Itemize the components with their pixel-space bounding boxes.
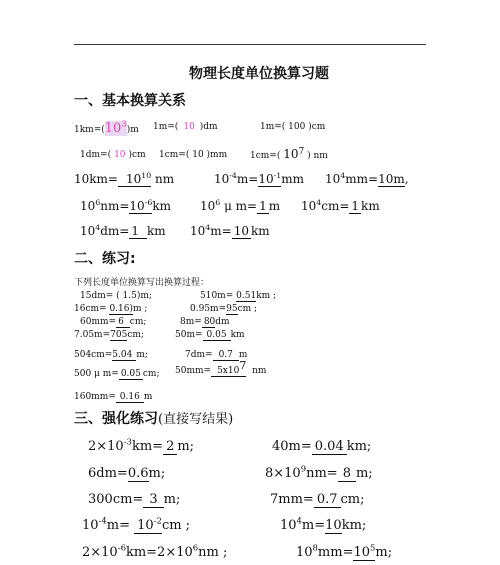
section3-heading: 三、强化练习(直接写结果)	[74, 411, 234, 427]
s1-row1-b: 1m=( 10 )dm	[153, 122, 218, 132]
s2-item-2a: 16cm= 0.16)m ;	[74, 304, 148, 314]
s1-row1-a: $1km=(10^3)m$	[74, 118, 139, 136]
s3-item-5a: $2\times 10^{-6}km=2\times 10^6nm$ ;	[82, 542, 228, 560]
s3-item-4b: $10^4m=10km$;	[280, 515, 367, 533]
s1-row4-c: $10^4cm= 1$ km	[301, 198, 380, 213]
s2-item-2b: 0.95m=95cm ;	[190, 304, 258, 314]
s2-item-3b: 8m= 80dm	[180, 317, 230, 327]
s2-intro: 下列长度单位换算写出换算过程：	[74, 278, 210, 288]
s1-row5-b: $10^4m= 10$ km	[190, 223, 270, 238]
page-title: 物理长度单位换算习题	[189, 66, 329, 82]
s1-row5-a: $10^4dm= 1$ km	[80, 223, 166, 238]
s2-item-5a: 504cm=5.04 m;	[74, 350, 148, 360]
s1-row2-a: 1dm=( 10 )cm	[80, 150, 146, 160]
s2-item-4a: 7.05m=705cm;	[74, 330, 144, 340]
s2-item-3a: 60mm= 6 cm;	[80, 317, 147, 327]
s1-row4-a: $10^6nm=10^{-6}km$	[80, 198, 171, 213]
s1-row3-b: $10^{-4}m=10^{-1}mm$	[214, 171, 304, 186]
s3-item-3b: 7mm= 0.7 cm;	[270, 492, 365, 507]
s1-row4-b: $10^6$ μ m= 1 m	[200, 198, 281, 213]
top-rule	[74, 44, 426, 45]
section2-heading: 二、练习:	[74, 251, 136, 267]
s3-item-2b: $8\times 10^9nm= 8$ m;	[265, 463, 373, 481]
s2-item-1b: 510m= 0.51km ;	[200, 291, 277, 301]
s3-item-4a: $10^{-4}m= 10^{-2}cm$ ;	[82, 515, 191, 533]
section1-heading: 一、基本换算关系	[74, 93, 186, 109]
s3-item-2a: 6dm=0.6m;	[88, 466, 166, 481]
s2-item-7a: 160mm= 0.16 m	[74, 392, 153, 402]
s1-row2-b: 1cm=( 10 )mm	[159, 150, 228, 160]
s3-item-3a: 300cm= 3 m;	[88, 492, 181, 507]
s1-row3-a: $10km= 10^{10}$ nm	[74, 171, 175, 186]
s2-item-1a: 15dm= ( 1.5)m;	[80, 291, 152, 301]
s2-item-5b: 7dm= 0.7 m	[185, 350, 248, 360]
s3-item-1a: $2\times 10^{-3}km= 2$ m;	[88, 436, 195, 454]
s2-item-4b: 50m= 0.05 km	[175, 330, 245, 340]
s3-item-5b: $10^8mm=10^5m$;	[296, 542, 393, 560]
s2-item-6a: 500 μ m= 0.05 cm;	[74, 369, 160, 379]
s2-item-6b: $50mm= 5x10^7$ nm	[175, 359, 267, 376]
s3-item-1b: 40m= 0.04 km;	[272, 439, 372, 454]
s1-row1-c: 1m=( 100 )cm	[260, 122, 326, 132]
s1-row3-c: $10^4mm=10m$,	[325, 171, 409, 186]
s1-row2-c: 1cm=( $10^7$ ) nm	[250, 147, 328, 161]
